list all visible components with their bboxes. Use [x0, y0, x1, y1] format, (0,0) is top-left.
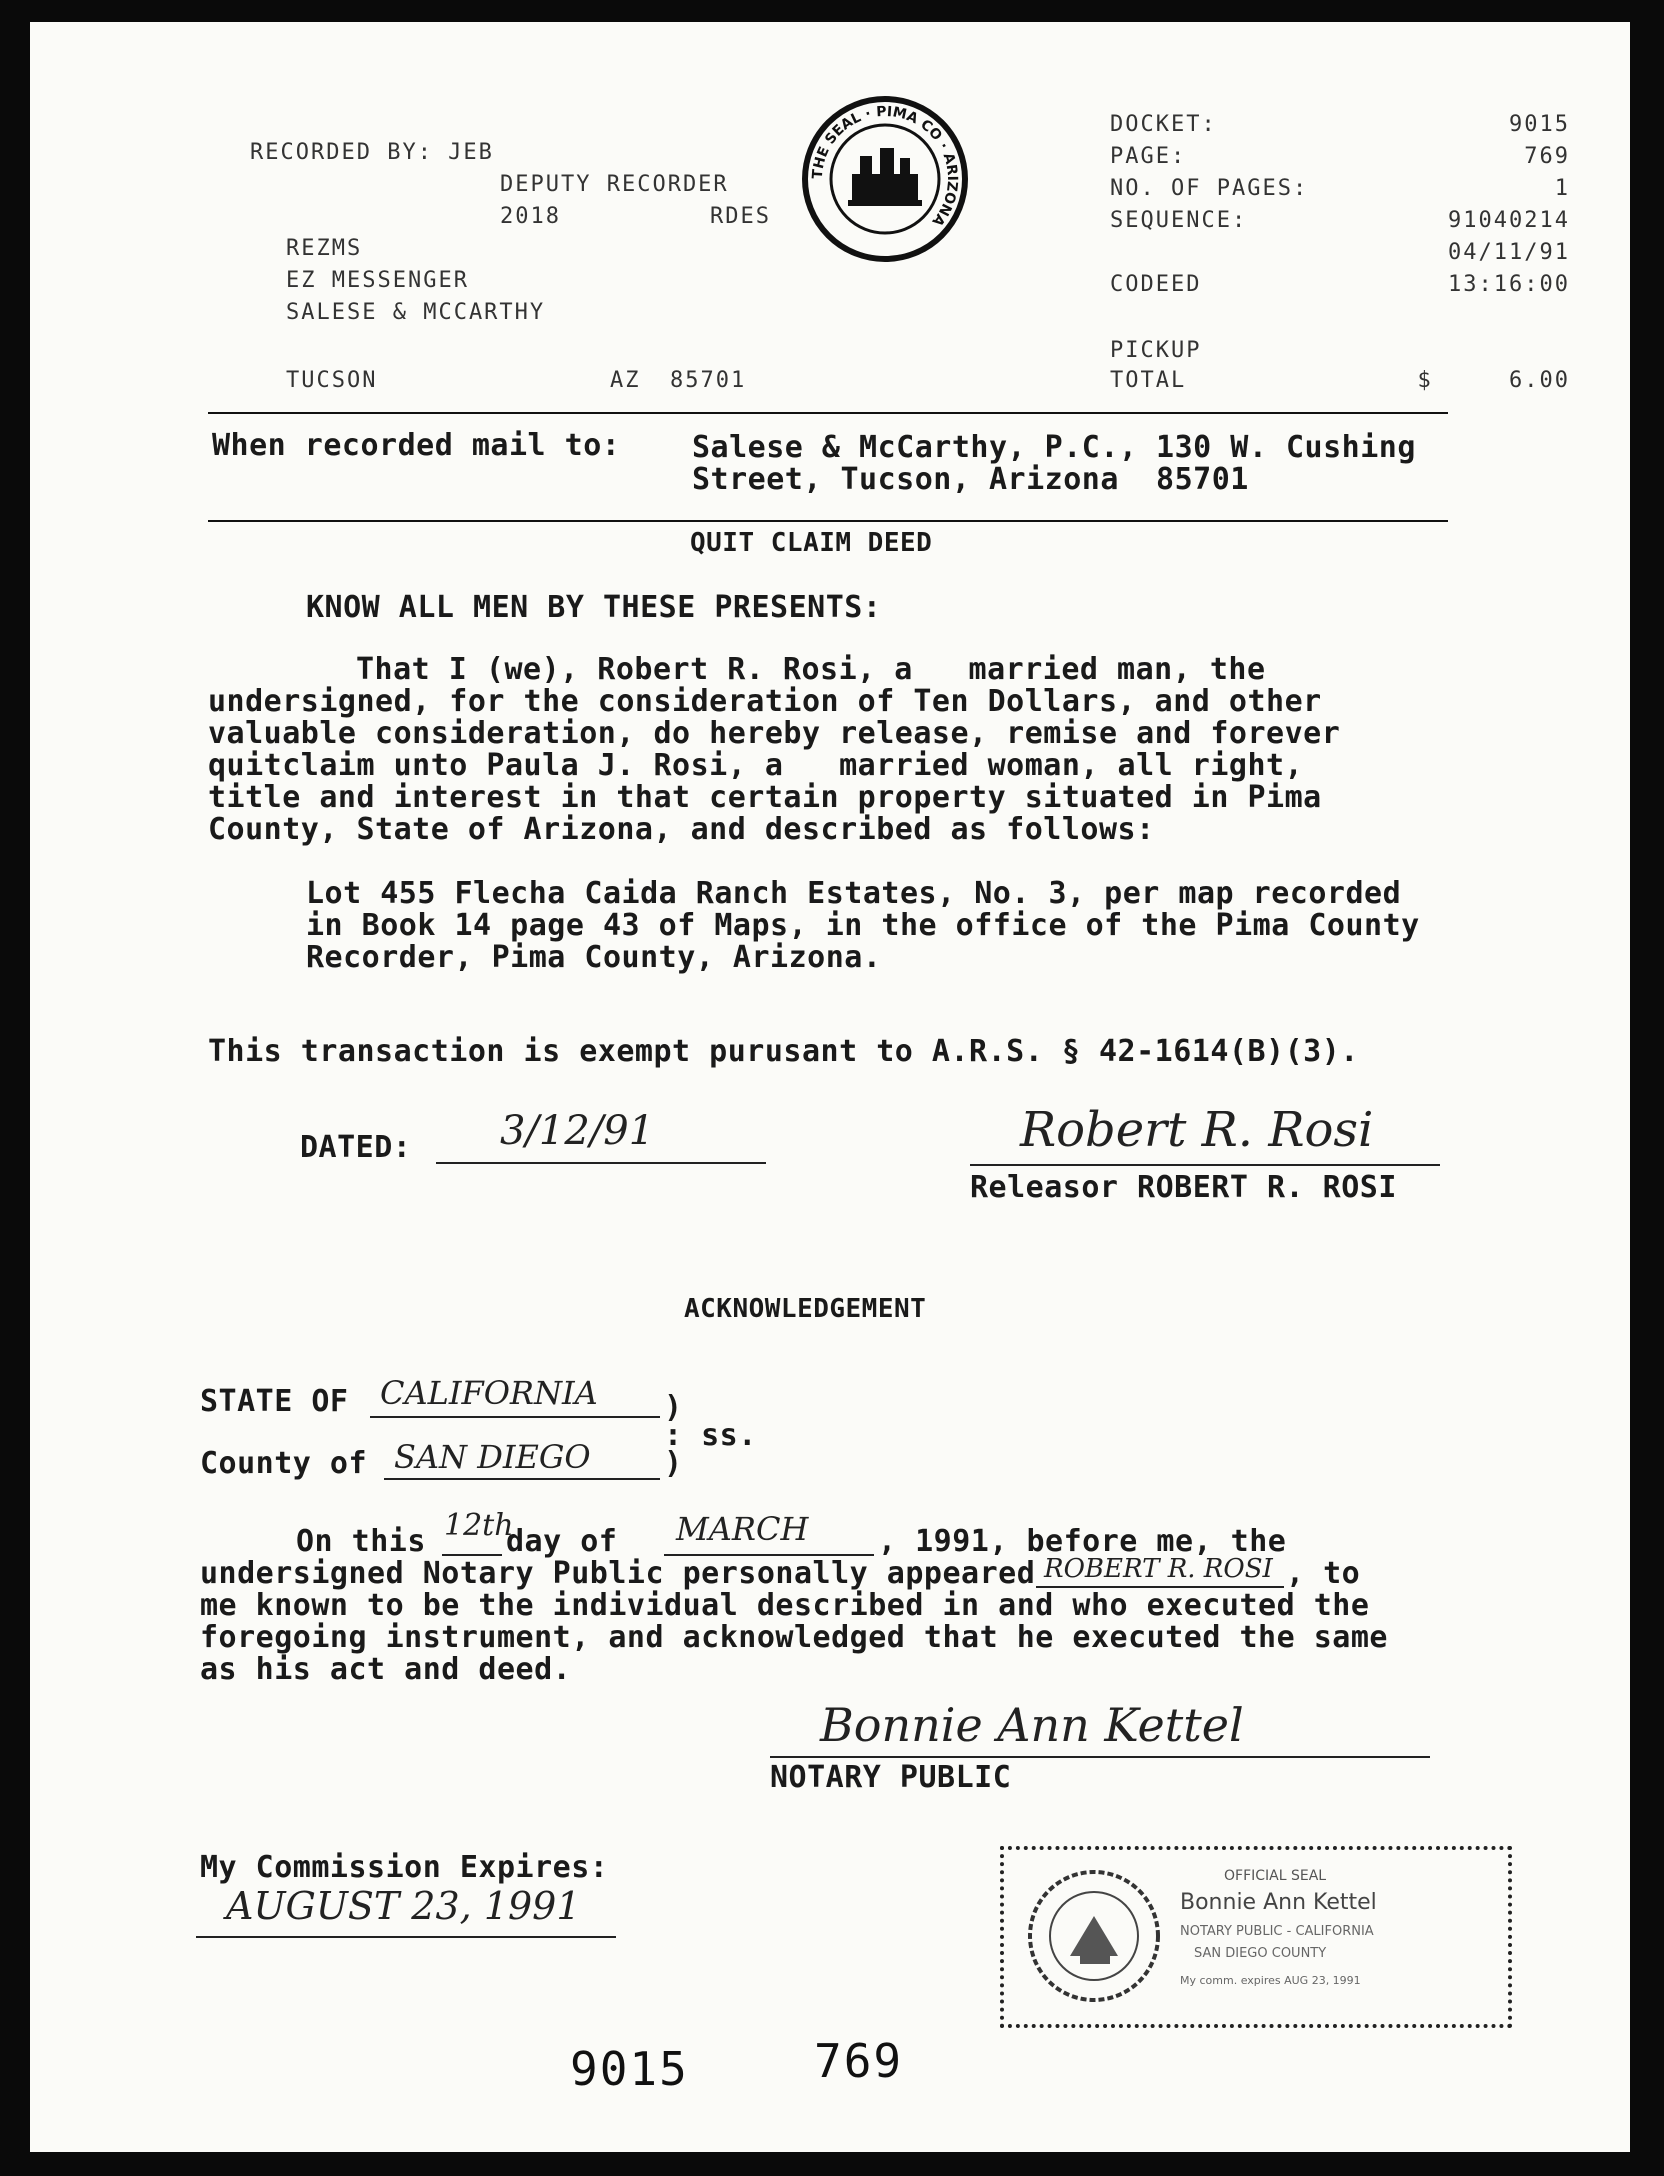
seal-ring-text: THE SEAL · PIMA CO · ARIZONA — [809, 103, 961, 229]
state-seal-emblem — [1024, 1866, 1164, 2006]
ack-text: me known to be the individual described in and who executed the — [200, 1588, 1370, 1623]
seal-header: OFFICIAL SEAL — [1224, 1868, 1327, 1884]
paren: ) — [664, 1390, 683, 1425]
docket-value: 9015 — [1509, 112, 1570, 137]
legal-description-line: in Book 14 page 43 of Maps, in the office of the Pima County — [306, 908, 1420, 943]
commission-handwritten: AUGUST 23, 1991 — [226, 1884, 581, 1928]
ack-text: foregoing instrument, and acknowledged that he executed the same — [200, 1620, 1388, 1655]
num-pages-value: 1 — [1554, 176, 1570, 201]
notary-signature: Bonnie Ann Kettel — [820, 1698, 1244, 1752]
mail-to-label: When recorded mail to: — [212, 428, 621, 463]
docket-label: DOCKET: — [1110, 112, 1217, 137]
seal-line: SAN DIEGO COUNTY — [1194, 1946, 1327, 1961]
footer-page-number: 769 — [814, 2034, 904, 2088]
addressee-line: EZ MESSENGER — [286, 268, 469, 293]
legal-description-line: Lot 455 Flecha Caida Ranch Estates, No. 3, per map recorded — [306, 876, 1402, 911]
appeared-name-handwritten: ROBERT R. ROSI — [1044, 1554, 1273, 1584]
seal-line: NOTARY PUBLIC - CALIFORNIA — [1180, 1924, 1374, 1939]
deed-title: QUIT CLAIM DEED — [690, 528, 933, 558]
total-value: $ 6.00 — [1417, 368, 1570, 393]
recorded-by: RECORDED BY: JEB — [250, 140, 494, 165]
exemption-statement: This transaction is exempt purusant to A.R.S. § 42-1614(B)(3). — [208, 1034, 1359, 1069]
addressee-state: AZ — [610, 368, 641, 393]
county-handwritten: SAN DIEGO — [394, 1438, 591, 1476]
page-label: PAGE: — [1110, 144, 1187, 169]
paren: ) — [664, 1446, 683, 1481]
state-label: STATE OF — [200, 1384, 349, 1419]
seal-line: My comm. expires AUG 23, 1991 — [1180, 1974, 1361, 1987]
ack-text: On this — [296, 1524, 426, 1559]
seal-notary-name: Bonnie Ann Kettel — [1180, 1890, 1377, 1915]
ack-text: as his act and deed. — [200, 1652, 572, 1687]
sequence-value: 91040214 — [1448, 208, 1570, 233]
mail-to-address-line: Salese & McCarthy, P.C., 130 W. Cushing — [692, 430, 1416, 465]
notary-signature-line — [770, 1756, 1430, 1758]
mail-to-address-line: Street, Tucson, Arizona 85701 — [692, 462, 1249, 497]
addressee-zip: 85701 — [670, 368, 747, 393]
ack-text: day of — [506, 1524, 618, 1559]
recorder-code-1: 2018 — [500, 204, 561, 229]
deed-text-line: That I (we), Robert R. Rosi, a married man, the — [356, 652, 1266, 687]
num-pages-label: NO. OF PAGES: — [1110, 176, 1309, 201]
deed-text-line: quitclaim unto Paula J. Rosi, a married woman, all right, — [208, 748, 1304, 783]
acknowledgement-title: ACKNOWLEDGEMENT — [684, 1294, 927, 1324]
divider — [208, 412, 1448, 414]
notary-seal-box — [1000, 1846, 1512, 2028]
addressee-city: TUCSON — [286, 368, 378, 393]
notary-public-label: NOTARY PUBLIC — [770, 1760, 1012, 1795]
page-value: 769 — [1524, 144, 1570, 169]
deputy-recorder: DEPUTY RECORDER — [500, 172, 729, 197]
addressee-line: SALESE & MCCARTHY — [286, 300, 546, 325]
deed-text-line: undersigned, for the consideration of Ten Dollars, and other — [208, 684, 1322, 719]
state-handwritten: CALIFORNIA — [380, 1374, 598, 1412]
record-time-value: 13:16:00 — [1448, 272, 1570, 297]
ss-marker: : ss. — [664, 1418, 757, 1453]
divider — [208, 520, 1448, 522]
dated-handwritten: 3/12/91 — [500, 1108, 655, 1154]
commission-label: My Commission Expires: — [200, 1850, 609, 1885]
footer-docket-number: 9015 — [570, 2042, 689, 2096]
know-all-heading: KNOW ALL MEN BY THESE PRESENTS: — [306, 590, 882, 625]
recorder-code-2: RDES — [710, 204, 771, 229]
deed-text-line: valuable consideration, do hereby release, remise and forever — [208, 716, 1341, 751]
ack-text: , to — [1286, 1556, 1361, 1591]
total-label: TOTAL — [1110, 368, 1187, 393]
commission-line — [196, 1936, 616, 1938]
releasor-signature: Robert R. Rosi — [1020, 1102, 1374, 1158]
legal-description-line: Recorder, Pima County, Arizona. — [306, 940, 882, 975]
dated-label: DATED: — [300, 1130, 412, 1165]
county-seal — [800, 94, 970, 264]
pickup-label: PICKUP — [1110, 338, 1202, 363]
day-handwritten: 12th — [444, 1508, 514, 1543]
state-line — [370, 1416, 660, 1418]
ack-text: undersigned Notary Public personally appeared — [200, 1556, 1036, 1591]
deed-page — [30, 22, 1630, 2152]
addressee-line: REZMS — [286, 236, 363, 261]
month-handwritten: MARCH — [676, 1510, 809, 1548]
county-label: County of — [200, 1446, 368, 1481]
deed-text-line: title and interest in that certain property situated in Pima — [208, 780, 1322, 815]
releasor-signature-line — [970, 1164, 1440, 1166]
record-date-value: 04/11/91 — [1448, 240, 1570, 265]
coded-label: CODEED — [1110, 272, 1202, 297]
dated-line — [436, 1162, 766, 1164]
releasor-name: Releasor ROBERT R. ROSI — [970, 1170, 1397, 1205]
sequence-label: SEQUENCE: — [1110, 208, 1248, 233]
deed-text-line: County, State of Arizona, and described as follows: — [208, 812, 1155, 847]
county-line — [384, 1478, 660, 1480]
ack-text: , 1991, before me, the — [878, 1524, 1287, 1559]
